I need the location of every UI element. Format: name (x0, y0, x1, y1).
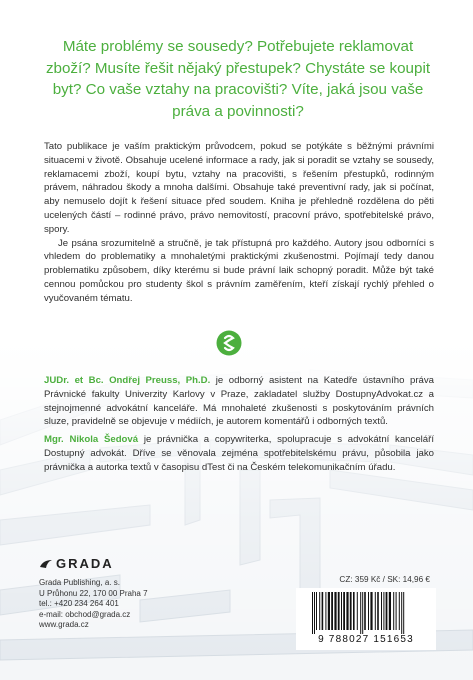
author-text-2: je právnička a copywriterka, spolupracuje s advokátní kanceláří Dostupný advokát. Dříve se věnovala zejména spotřebitelskému právu, působila jako právnička a autorka textů v časopisu dTest či na Českém telekomunikačním úřadu. (44, 434, 434, 473)
publisher-info (39, 578, 199, 631)
publisher-name: Grada Publishing, a. s. (39, 578, 120, 587)
author-name-1: JUDr. et Bc. Ondřej Preuss, Ph.D. (44, 375, 211, 386)
barcode-number: 9 788027 151653 (318, 634, 414, 645)
barcode-bars (310, 592, 422, 634)
grada-bird-logo-icon (39, 558, 53, 570)
section-sign-logo-icon (216, 330, 242, 356)
publisher-phone: tel.: +420 234 264 401 (39, 599, 119, 609)
description (44, 140, 434, 306)
publisher-website: www.grada.cz (39, 620, 89, 630)
publisher-email: e-mail: obchod@grada.cz (39, 609, 131, 619)
author-name-2: Mgr. Nikola Šedová (44, 434, 139, 446)
description-paragraph-2: Je psána srozumitelně a stručně, je tak přístupná pro každého. Autory jsou odborníci s vhledem do problematiky a mnohaletými praktickými zkušenostmi. Pojímají tedy danou problematiku způsobem, díky kterému si bude právní laik schopný poradit. Může být také cennou pomůckou pro studenty škol s právním zaměřením, kteří získají rychlý přehled o vyučovaném tématu. (44, 237, 434, 304)
publisher-address: U Průhonu 22, 170 00 Praha 7 (39, 588, 148, 598)
isbn-barcode (296, 588, 436, 650)
author-bio-1 (44, 374, 434, 429)
price-label: CZ: 359 Kč / SK: 14,96 € (339, 575, 430, 584)
author-bio-2 (44, 433, 434, 474)
headline-questions: Máte problémy se sousedy? Potřebujete reklamovat zboží? Musíte řešit nějaký přestupek? Chystáte se koupit byt? Co vaše vztahy na pracovišti? Víte, jaká jsou vaše práva a povinnosti? (45, 38, 431, 120)
grada-logo (39, 556, 114, 571)
description-paragraph-1: Tato publikace je vaším praktickým průvodcem, pokud se potýkáte s běžnými právními situacemi v životě. Obsahuje ucelené informace a rady, jak si poradit se vztahy se sousedy, reklamacemi zboží, koupí bytu, vztahy na pracovišti, s řešením přestupků, rodinným právem, náhradou škody a mnoha dalšími. Obsahuje také preventivní rady, jak si počínat, aby nemuselo dojít k řešení situace před soudem. Kniha je přehledně rozdělena do pěti ucelených částí – rodinné právo, právo nemovitostí, pracovní právo, spotřebitelské právo, spory. (44, 141, 434, 235)
author-bios (44, 374, 434, 479)
grada-logo-text: GRADA (56, 556, 114, 571)
author-text-1: je odborný asistent na Katedře ústavního práva Právnické fakulty Univerzity Karlovy v Praze, zakladatel služby DostupnyAdvokat.cz a stejnojmenné advokátní kanceláře. Má mnohaleté zkušenosti s poskytováním právních sluze, pravidelně se objevuje v médiích, je autorem komentářů i odborných textů. (44, 375, 434, 428)
